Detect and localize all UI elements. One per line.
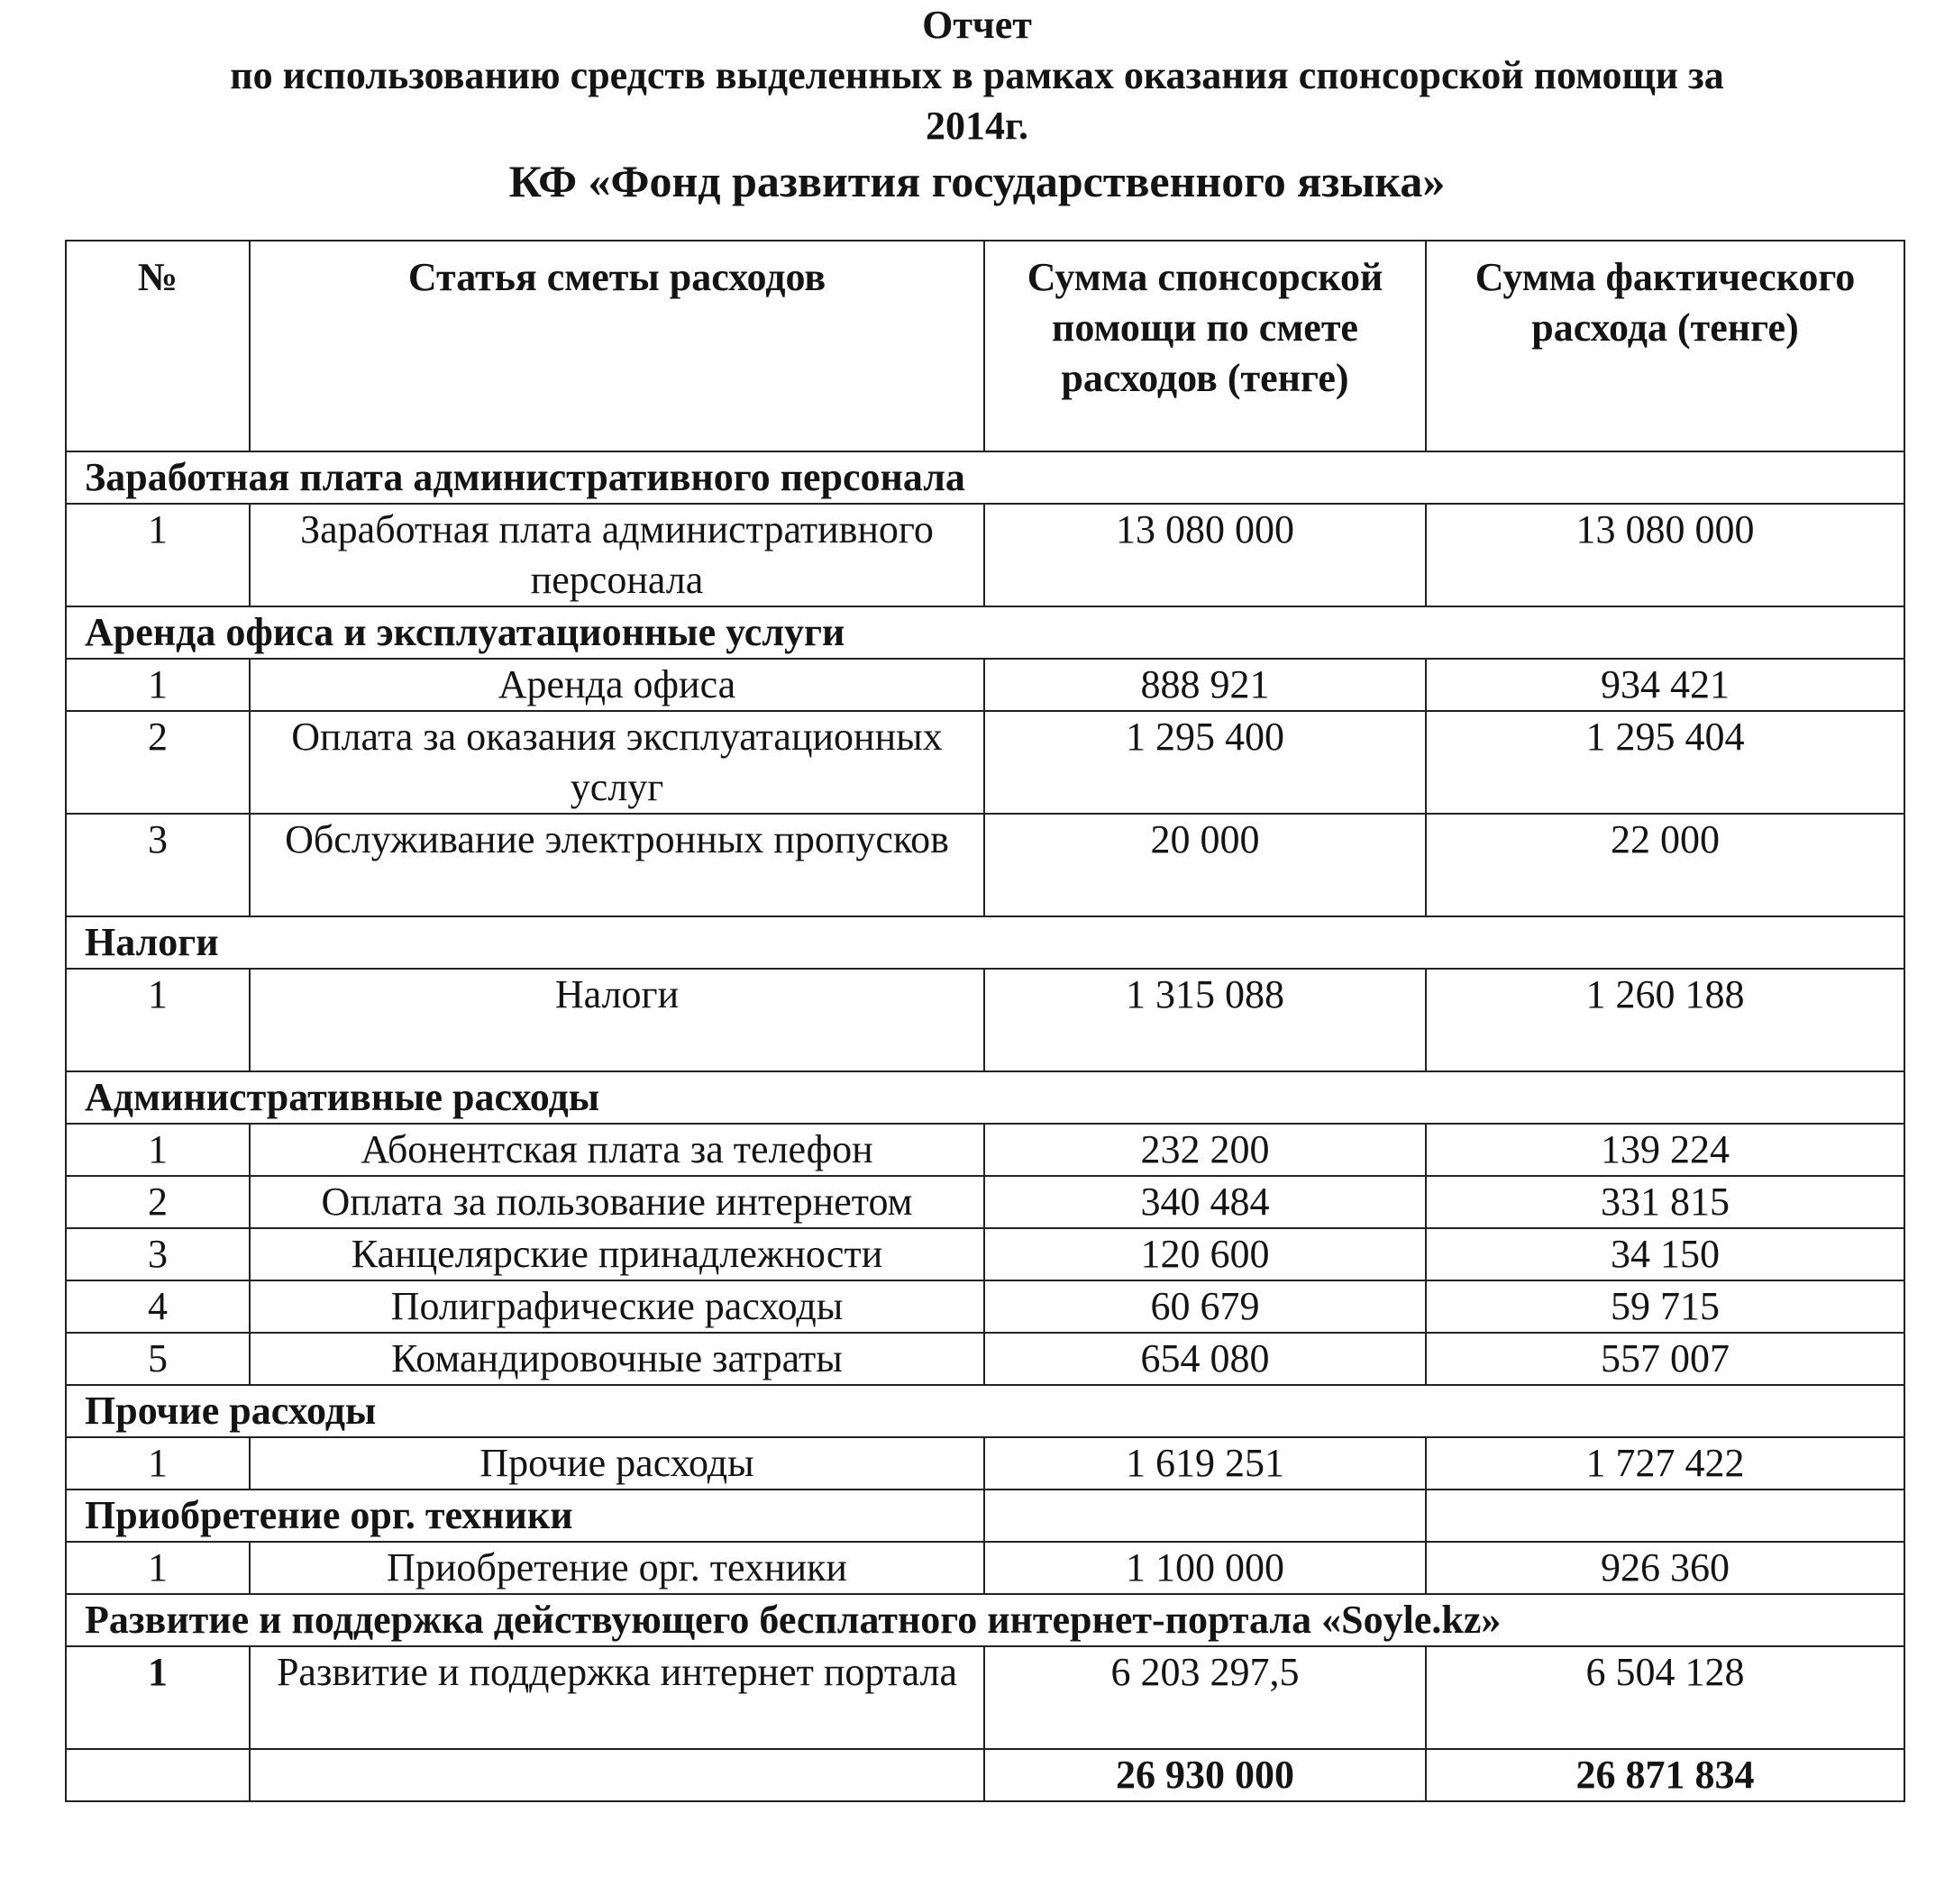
table-row bbox=[66, 1437, 1904, 1489]
table-row bbox=[66, 711, 1904, 814]
section-row bbox=[66, 451, 1904, 504]
section-row bbox=[66, 1489, 1904, 1542]
organization-name: КФ «Фонд развития государственного языка» bbox=[508, 156, 1446, 206]
row-item: Развитие и поддержка интернет портала bbox=[250, 1646, 984, 1749]
row-num: 3 bbox=[66, 1228, 250, 1280]
row-plan: 232 200 bbox=[984, 1124, 1426, 1176]
row-num: 2 bbox=[66, 711, 250, 814]
row-num: 1 bbox=[66, 659, 250, 711]
section-row bbox=[66, 606, 1904, 659]
row-fact: 934 421 bbox=[1426, 659, 1904, 711]
report-subtitle-line2: 2014г. bbox=[925, 104, 1029, 148]
row-num: 1 bbox=[66, 1437, 250, 1489]
row-num: 1 bbox=[66, 504, 250, 606]
total-fact: 26 871 834 bbox=[1426, 1749, 1904, 1801]
total-empty-cell bbox=[66, 1749, 250, 1801]
row-fact: 1 295 404 bbox=[1426, 711, 1904, 814]
column-header-item: Статья сметы расходов bbox=[250, 241, 984, 451]
column-header-num: № bbox=[66, 241, 250, 451]
row-plan: 340 484 bbox=[984, 1176, 1426, 1228]
table-row bbox=[66, 659, 1904, 711]
section-row bbox=[66, 1594, 1904, 1646]
table-row bbox=[66, 1124, 1904, 1176]
row-num: 2 bbox=[66, 1176, 250, 1228]
table-row bbox=[66, 504, 1904, 606]
table-row bbox=[66, 969, 1904, 1071]
section-title: Административные расходы bbox=[66, 1071, 1904, 1124]
row-fact: 22 000 bbox=[1426, 814, 1904, 916]
row-item: Аренда офиса bbox=[250, 659, 984, 711]
row-num: 5 bbox=[66, 1333, 250, 1385]
column-header-fact: Сумма фактического расхода (тенге) bbox=[1426, 241, 1904, 451]
row-plan: 60 679 bbox=[984, 1280, 1426, 1333]
row-plan: 1 295 400 bbox=[984, 711, 1426, 814]
section-title: Налоги bbox=[66, 916, 1904, 969]
section-title: Приобретение орг. техники bbox=[66, 1489, 984, 1542]
row-fact: 926 360 bbox=[1426, 1542, 1904, 1594]
report-title: Отчет bbox=[922, 3, 1032, 47]
row-item: Командировочные затраты bbox=[250, 1333, 984, 1385]
row-item: Полиграфические расходы bbox=[250, 1280, 984, 1333]
row-item: Налоги bbox=[250, 969, 984, 1071]
row-num: 4 bbox=[66, 1280, 250, 1333]
table-row bbox=[66, 1176, 1904, 1228]
row-plan: 20 000 bbox=[984, 814, 1426, 916]
row-item: Обслуживание электронных пропусков bbox=[250, 814, 984, 916]
row-item: Абонентская плата за телефон bbox=[250, 1124, 984, 1176]
row-fact: 331 815 bbox=[1426, 1176, 1904, 1228]
row-fact: 1 727 422 bbox=[1426, 1437, 1904, 1489]
section-row bbox=[66, 1071, 1904, 1124]
row-fact: 6 504 128 bbox=[1426, 1646, 1904, 1749]
row-fact: 59 715 bbox=[1426, 1280, 1904, 1333]
row-num: 1 bbox=[66, 1542, 250, 1594]
row-num: 1 bbox=[66, 1646, 250, 1749]
row-num: 1 bbox=[66, 1124, 250, 1176]
row-plan: 6 203 297,5 bbox=[984, 1646, 1426, 1749]
table-row bbox=[66, 1228, 1904, 1280]
table-row bbox=[66, 1646, 1904, 1749]
section-title: Прочие расходы bbox=[66, 1385, 1904, 1437]
row-plan: 654 080 bbox=[984, 1333, 1426, 1385]
column-header-plan: Сумма спонсорской помощи по смете расходов (тенге) bbox=[984, 241, 1426, 451]
row-plan: 1 619 251 bbox=[984, 1437, 1426, 1489]
row-item: Канцелярские принадлежности bbox=[250, 1228, 984, 1280]
row-fact: 34 150 bbox=[1426, 1228, 1904, 1280]
table-row bbox=[66, 1542, 1904, 1594]
row-fact: 1 260 188 bbox=[1426, 969, 1904, 1071]
row-item: Заработная плата административного персонала bbox=[250, 504, 984, 606]
row-item: Оплата за пользование интернетом bbox=[250, 1176, 984, 1228]
row-plan: 1 100 000 bbox=[984, 1542, 1426, 1594]
row-item: Оплата за оказания эксплуатационных услуг bbox=[250, 711, 984, 814]
row-plan: 120 600 bbox=[984, 1228, 1426, 1280]
row-fact: 557 007 bbox=[1426, 1333, 1904, 1385]
row-plan: 13 080 000 bbox=[984, 504, 1426, 606]
section-title: Развитие и поддержка действующего бесплатного интернет-портала «Soyle.kz» bbox=[66, 1594, 1904, 1646]
expense-report-table bbox=[65, 240, 1905, 1802]
total-empty-cell bbox=[250, 1749, 984, 1801]
row-plan: 1 315 088 bbox=[984, 969, 1426, 1071]
total-plan: 26 930 000 bbox=[984, 1749, 1426, 1801]
section-row bbox=[66, 1385, 1904, 1437]
section-empty-cell bbox=[984, 1489, 1426, 1542]
table-header-row bbox=[66, 241, 1904, 451]
row-fact: 13 080 000 bbox=[1426, 504, 1904, 606]
section-row bbox=[66, 916, 1904, 969]
row-item: Приобретение орг. техники bbox=[250, 1542, 984, 1594]
section-title: Аренда офиса и эксплуатационные услуги bbox=[66, 606, 1904, 659]
table-row bbox=[66, 1280, 1904, 1333]
row-fact: 139 224 bbox=[1426, 1124, 1904, 1176]
row-item: Прочие расходы bbox=[250, 1437, 984, 1489]
report-subtitle-line1: по использованию средств выделенных в рамках оказания спонсорской помощи за bbox=[230, 53, 1724, 97]
total-row bbox=[66, 1749, 1904, 1801]
section-empty-cell bbox=[1426, 1489, 1904, 1542]
table-row bbox=[66, 1333, 1904, 1385]
row-plan: 888 921 bbox=[984, 659, 1426, 711]
row-num: 1 bbox=[66, 969, 250, 1071]
row-num: 3 bbox=[66, 814, 250, 916]
section-title: Заработная плата административного персонала bbox=[66, 451, 1904, 504]
table-row bbox=[66, 814, 1904, 916]
